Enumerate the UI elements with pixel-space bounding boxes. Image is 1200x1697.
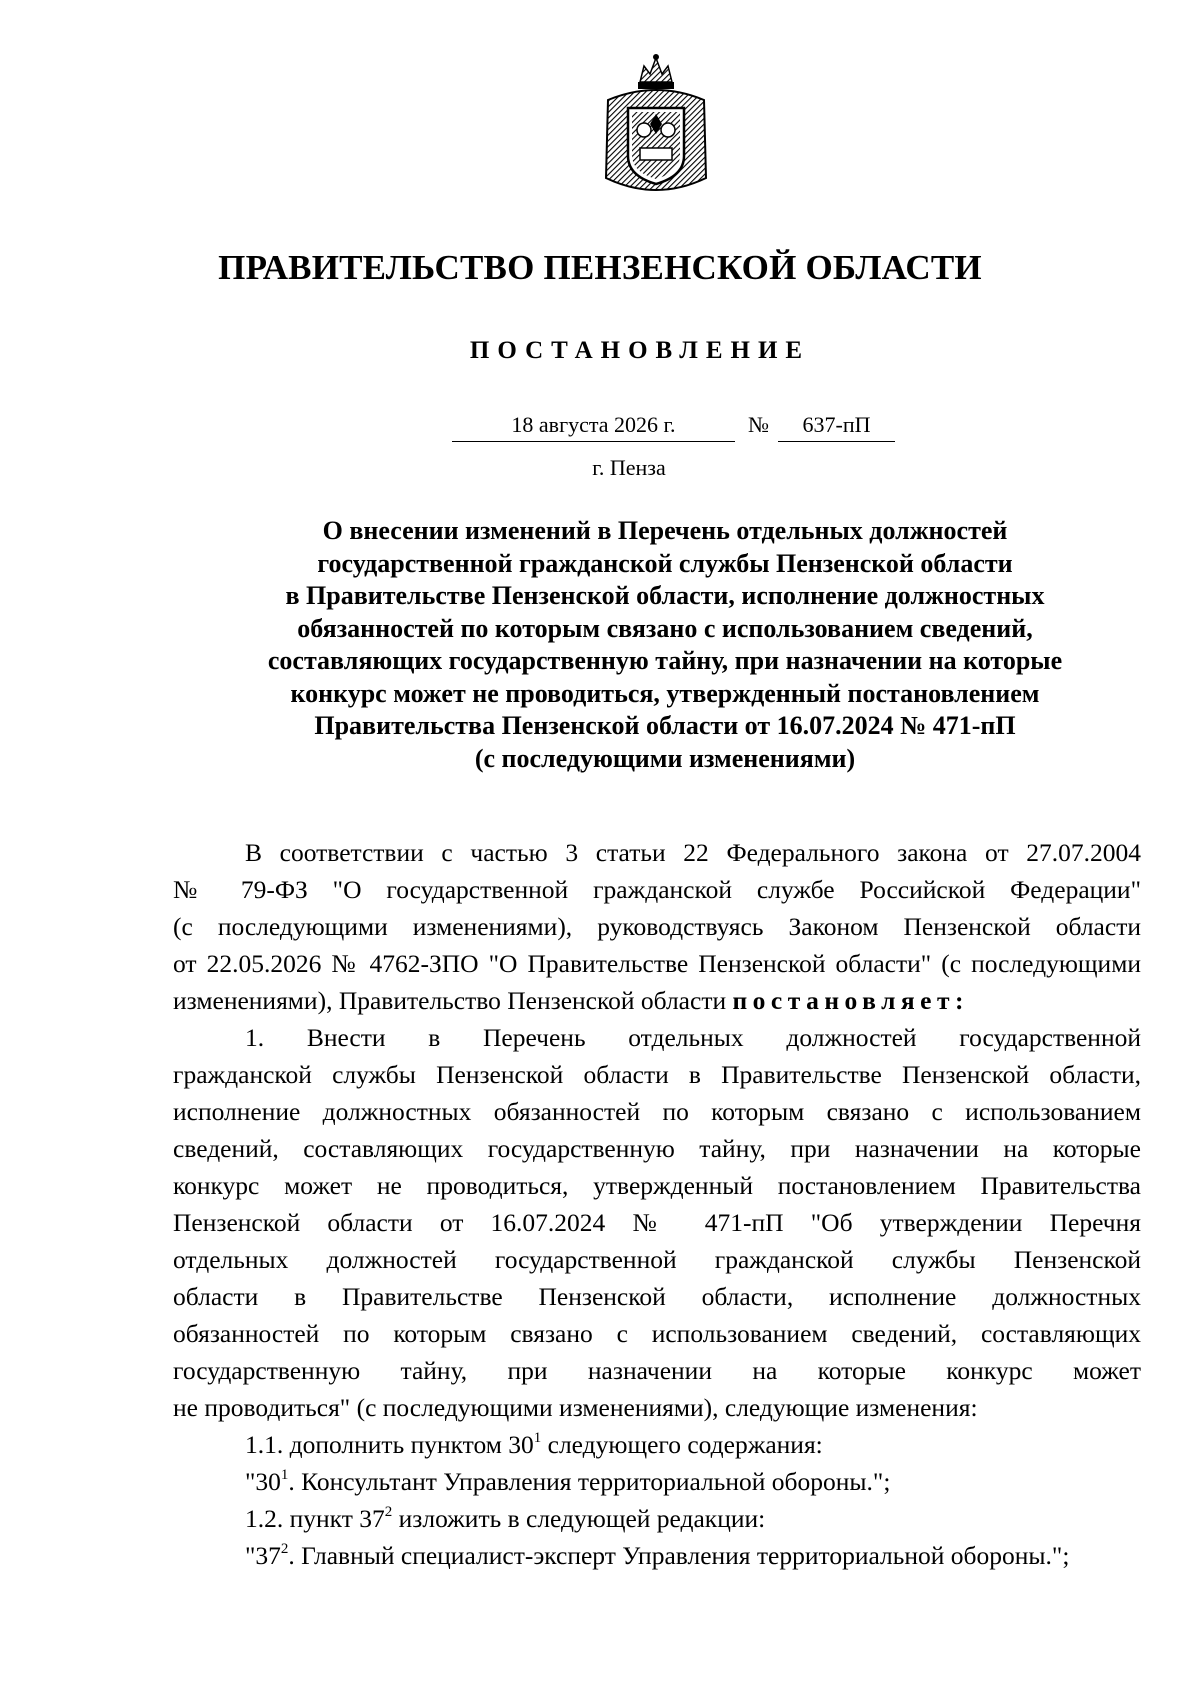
title-line: Правительства Пензенской области от 16.07.2024 № 471-пП [314,711,1016,740]
item-1-line: области в Правительстве Пензенской области, исполнение должностных [173,1282,1141,1311]
coat-of-arms-icon [600,52,712,202]
item-1-line: 1. Внести в Перечень отдельных должностей государственной [245,1023,1141,1052]
quote-text-end: . Главный специалист-эксперт Управления территориальной обороны."; [288,1541,1070,1570]
document-body [173,834,1141,1574]
preamble-line: от 22.05.2026 № 4762-ЗПО "О Правительстве Пензенской области" (с последующими [173,949,1141,978]
quote-text: "30 [245,1467,281,1496]
item-1-2 [173,1500,1141,1537]
number-sign: № [748,412,769,437]
item-1-last-line: не проводиться" (с последующими изменениями), следующие изменения: [173,1393,978,1422]
preamble-line: В соответствии с частью 3 статьи 22 Федерального закона от 27.07.2004 [245,838,1141,867]
preamble-last-line [173,982,1141,1019]
item-1-1-text-end: следующего содержания: [541,1430,823,1459]
preamble-line: (с последующими изменениями), руководствуясь Законом Пензенской области [173,912,1141,941]
item-1-1 [173,1426,1141,1463]
organization-name: ПРАВИТЕЛЬСТВО ПЕНЗЕНСКОЙ ОБЛАСТИ [218,248,982,287]
quote-text: "37 [245,1541,281,1570]
preamble-line: № 79-ФЗ "О государственной гражданской службе Российской Федерации" [173,875,1141,904]
item-1-line: исполнение должностных обязанностей по которым связано с использованием [173,1097,1141,1126]
superscript: 1 [280,1467,289,1483]
item-1-line: гражданской службы Пензенской области в Правительстве Пензенской области, [173,1060,1141,1089]
item-1-line: конкурс может не проводиться, утвержденный постановлением Правительства [173,1171,1141,1200]
item-1-2-quote [173,1537,1141,1574]
title-line: составляющих государственную тайну, при назначении на которые [267,646,1063,675]
document-number: 637-пП [778,412,895,442]
title-line: (с последующими изменениями) [474,743,856,773]
title-line: О внесении изменений в Перечень отдельных должностей [322,516,1008,545]
item-1-line: обязанностей по которым связано с использованием сведений, составляющих [173,1319,1141,1348]
document-type: ПОСТАНОВЛЕНИЕ [469,337,811,364]
document-date: 18 августа 2026 г. [452,412,735,442]
title-line: конкурс может не проводиться, утвержденный постановлением [290,678,1040,708]
item-1-1-text: 1.1. дополнить пунктом 30 [245,1430,534,1459]
superscript: 2 [280,1541,289,1557]
item-1-line: отдельных должностей государственной гражданской службы Пензенской [173,1245,1141,1274]
item-1-line: Пензенской области от 16.07.2024 № 471-пП "Об утверждении Перечня [173,1208,1141,1237]
item-1-line: сведений, составляющих государственную тайну, при назначении на которые [173,1134,1141,1163]
item-1-line: государственную тайну, при назначении на которые конкурс может [173,1356,1141,1385]
superscript: 2 [384,1504,393,1520]
quote-text-end: . Консультант Управления территориальной обороны."; [288,1467,891,1496]
item-1-2-text: 1.2. пункт 37 [245,1504,385,1533]
city: г. Пенза [592,455,666,480]
title-line: в Правительстве Пензенской области, исполнение должностных [285,581,1045,610]
title-line: государственной гражданской службы Пензенской области [317,548,1013,578]
item-1-1-quote [173,1463,1141,1500]
decree-word: постановляет: [732,986,970,1015]
title-line: обязанностей по которым связано с использованием сведений, [297,613,1033,643]
document-title [215,515,1115,775]
preamble-text: изменениями), Правительство Пензенской области [173,986,733,1015]
item-1-2-text-end: изложить в следующей редакции: [392,1504,766,1533]
superscript: 1 [533,1430,542,1446]
